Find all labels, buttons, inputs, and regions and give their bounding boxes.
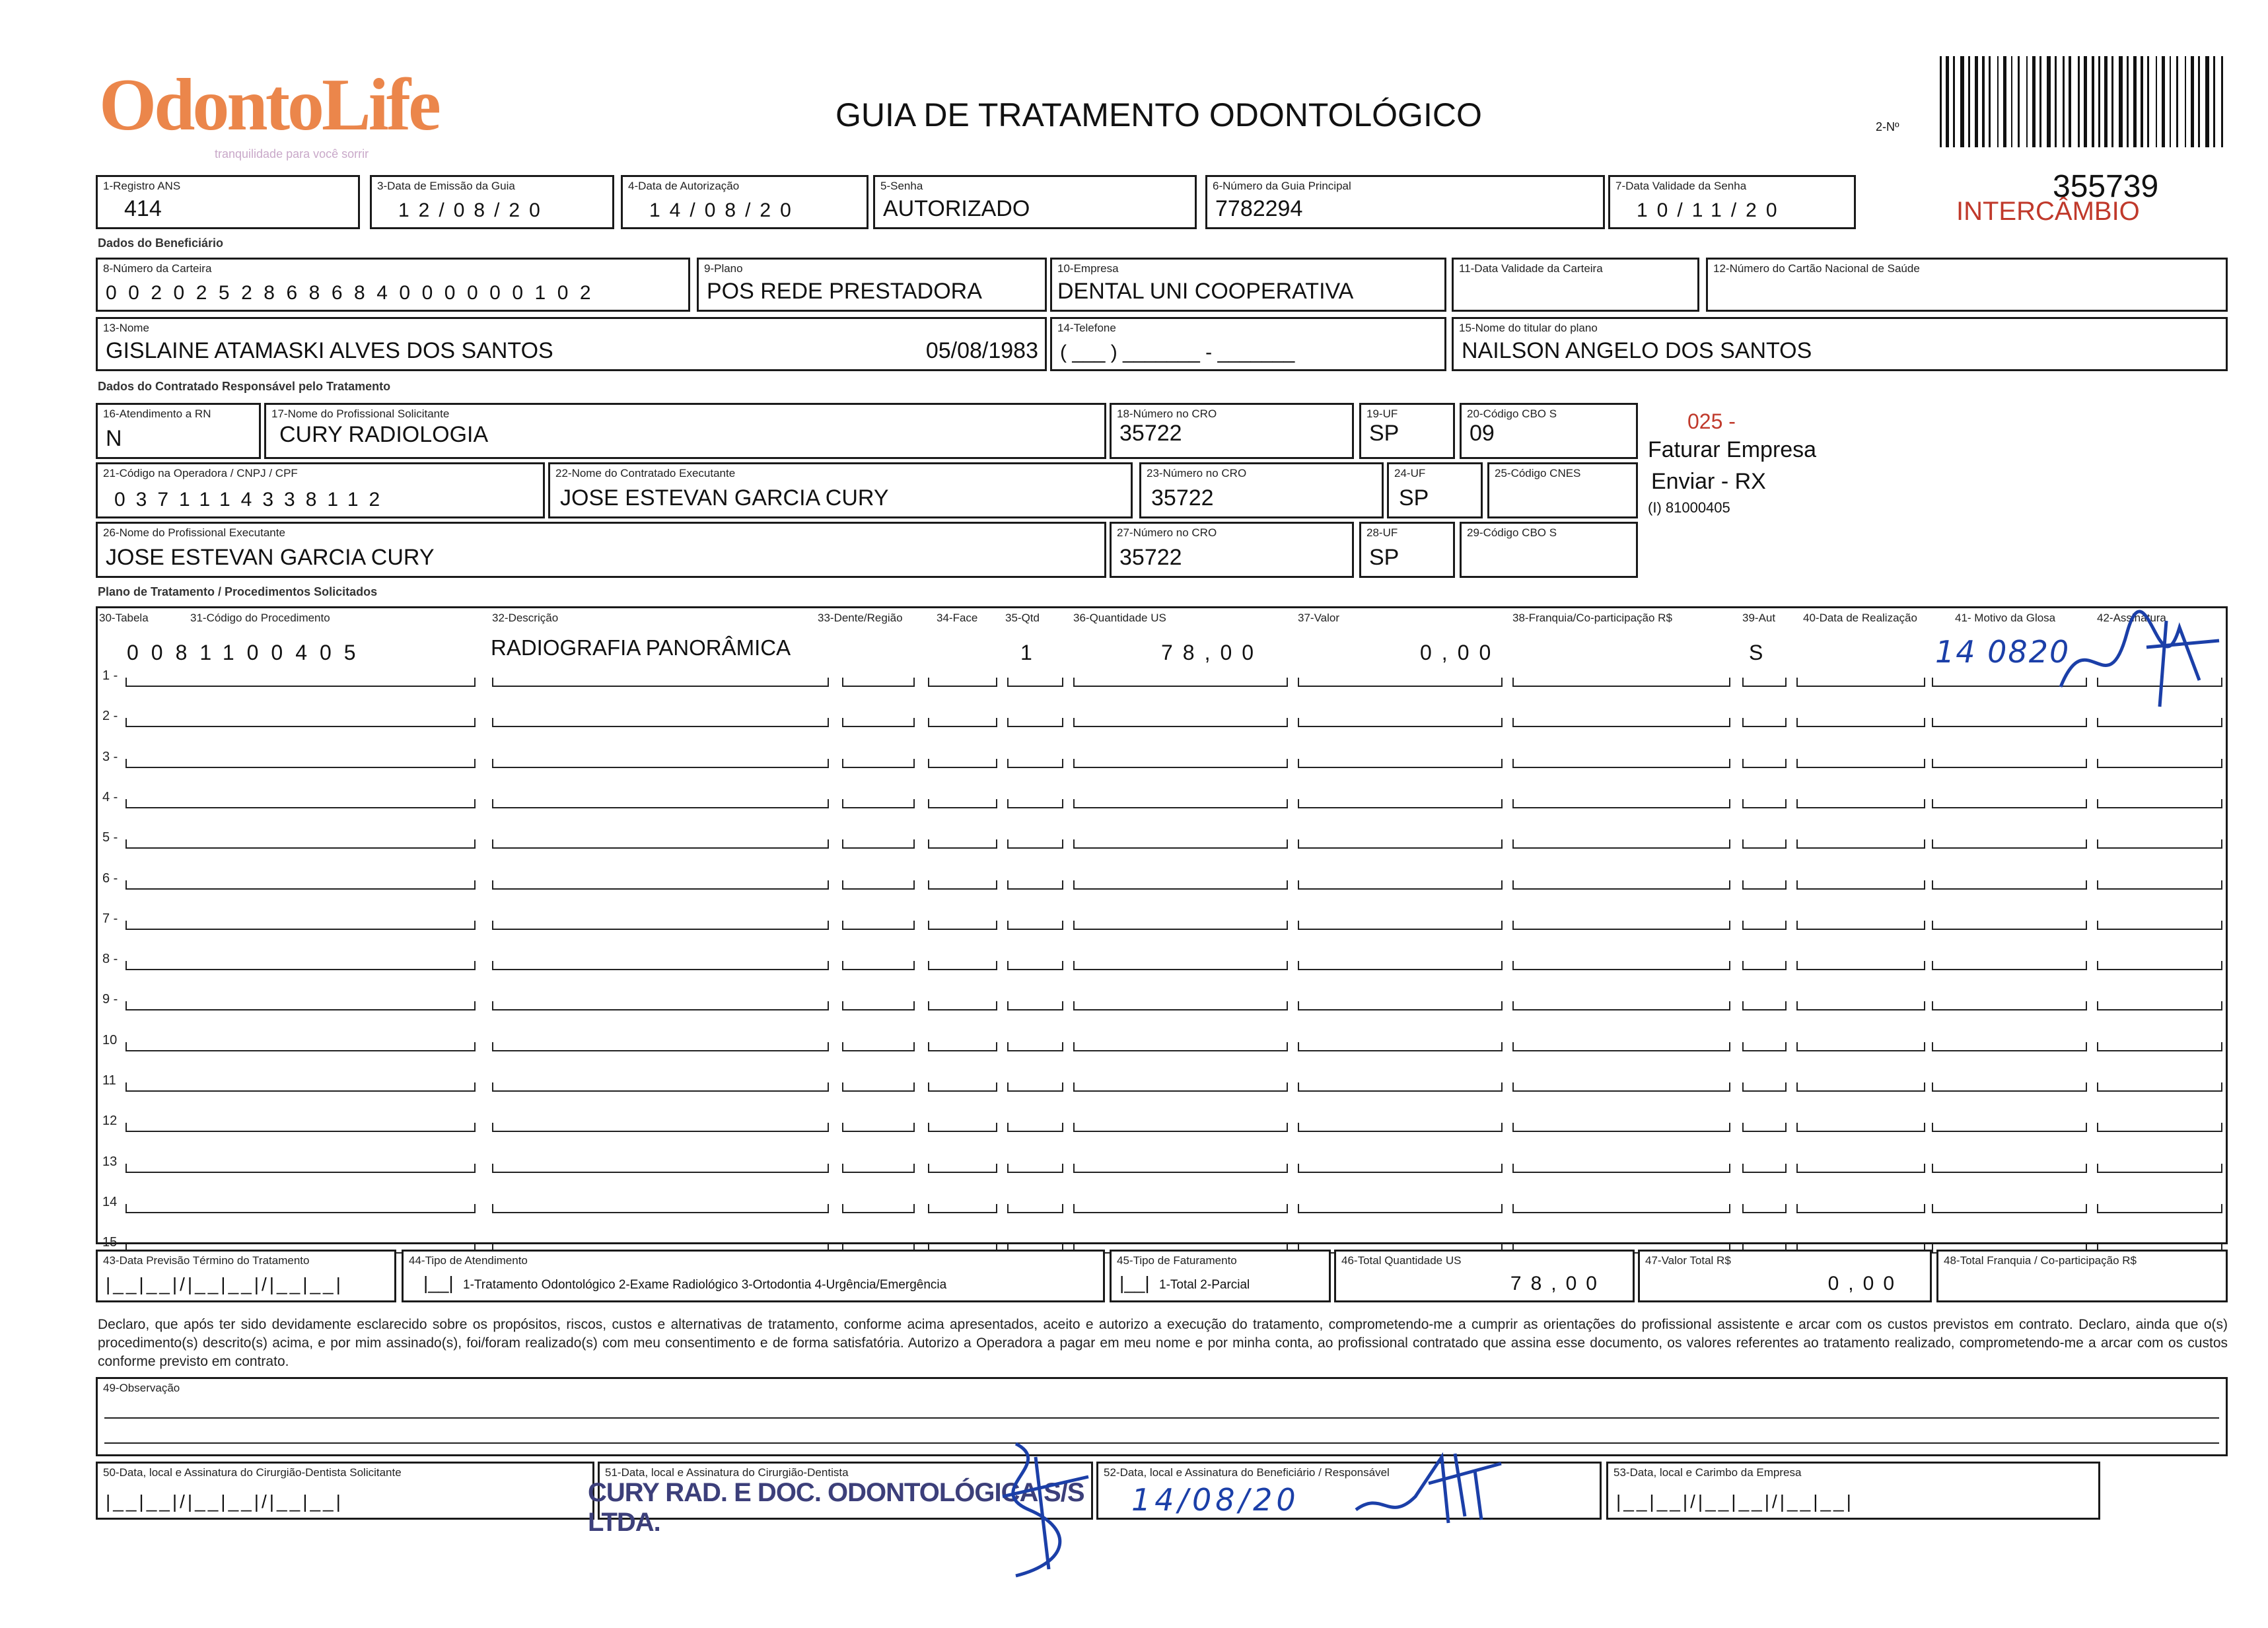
table-cell[interactable] xyxy=(492,921,829,930)
table-cell[interactable] xyxy=(492,1001,829,1010)
table-row-number: 14 xyxy=(102,1194,118,1209)
table-cell[interactable] xyxy=(842,1123,915,1132)
field-codigo-operadora[interactable]: 21-Código na Operadora / CNPJ / CPF 0371114338112 xyxy=(96,462,545,518)
table-cell[interactable] xyxy=(2097,1204,2222,1213)
senha-value: AUTORIZADO xyxy=(883,196,1030,221)
table-cell[interactable] xyxy=(1007,1204,1063,1213)
table-cell[interactable] xyxy=(1007,1123,1063,1132)
table-cell[interactable] xyxy=(492,799,829,808)
field-data-emissao[interactable]: 3-Data de Emissão da Guia 12/08/20 xyxy=(370,175,614,229)
table-cell[interactable] xyxy=(1073,961,1288,970)
table-cell[interactable] xyxy=(1007,1164,1063,1173)
table-cell[interactable] xyxy=(2097,961,2222,970)
table-cell[interactable] xyxy=(1298,759,1503,768)
table-cell[interactable] xyxy=(928,1042,997,1051)
titular-value: NAILSON ANGELO DOS SANTOS xyxy=(1462,338,1812,363)
field-empresa[interactable]: 10-Empresa DENTAL UNI COOPERATIVA xyxy=(1050,258,1446,312)
table-cell[interactable] xyxy=(1796,759,1925,768)
table-cell[interactable] xyxy=(1796,718,1925,727)
field-uf-solicitante[interactable]: 19-UF SP xyxy=(1359,403,1455,459)
table-cell[interactable] xyxy=(1073,1082,1288,1092)
registro-ans-value: 414 xyxy=(124,196,162,221)
field-validade-senha[interactable]: 7-Data Validade da Senha 10/11/20 xyxy=(1608,175,1856,229)
table-cell[interactable] xyxy=(928,1123,997,1132)
table-cell[interactable] xyxy=(842,1164,915,1173)
table-cell[interactable] xyxy=(1073,839,1288,849)
table-cell[interactable] xyxy=(1073,921,1288,930)
row1-valor: 0,00 xyxy=(1420,641,1501,664)
table-cell[interactable] xyxy=(1932,1123,2087,1132)
table-cell[interactable] xyxy=(125,759,476,768)
guia-principal-value: 7782294 xyxy=(1215,196,1303,221)
table-cell[interactable] xyxy=(842,1042,915,1051)
table-cell[interactable] xyxy=(2097,1001,2222,1010)
table-cell[interactable] xyxy=(125,1123,476,1132)
table-row-number: 5 - xyxy=(102,830,118,845)
table-cell[interactable] xyxy=(1796,1042,1925,1051)
table-cell[interactable] xyxy=(1298,1082,1503,1092)
table-row-number: 8 - xyxy=(102,952,118,967)
table-header-cell: 40-Data de Realização xyxy=(1803,612,1917,624)
table-cell[interactable] xyxy=(842,759,915,768)
field-data-autorizacao[interactable]: 4-Data de Autorização 14/08/20 xyxy=(621,175,868,229)
table-row-number: 15 xyxy=(102,1235,118,1250)
table-cell[interactable] xyxy=(2097,759,2222,768)
table-row-number: 11 xyxy=(102,1073,116,1088)
table-cell[interactable] xyxy=(1796,839,1925,849)
table-cell[interactable] xyxy=(125,1082,476,1092)
cbo-solicitante-value: 09 xyxy=(1470,421,1495,446)
table-cell[interactable] xyxy=(1742,718,1787,727)
row1-qtd: 1 xyxy=(1020,641,1032,664)
uf-executante-value: SP xyxy=(1369,545,1400,570)
row1-signature-icon xyxy=(2047,608,2232,713)
field-registro-ans[interactable]: 1-Registro ANS 414 xyxy=(96,175,360,229)
table-cell[interactable] xyxy=(928,1001,997,1010)
field-cbo-solicitante[interactable]: 20-Código CBO S 09 xyxy=(1460,403,1638,459)
uf-contratado-value: SP xyxy=(1399,485,1429,511)
field-total-franquia[interactable]: 48-Total Franquia / Co-participação R$ xyxy=(1936,1250,2228,1302)
table-cell[interactable] xyxy=(1298,921,1503,930)
table-cell[interactable] xyxy=(1742,799,1787,808)
table-cell[interactable] xyxy=(1298,839,1503,849)
table-row-number: 7 - xyxy=(102,911,118,926)
field-profissional-solicitante[interactable]: 17-Nome do Profissional Solicitante CURY RADIOLOGIA xyxy=(264,403,1106,459)
field-valor-total[interactable]: 47-Valor Total R$ 0,00 xyxy=(1638,1250,1932,1302)
table-cell[interactable] xyxy=(1742,1082,1787,1092)
field-atendimento-rn[interactable]: 16-Atendimento a RN N xyxy=(96,403,261,459)
table-cell[interactable] xyxy=(2097,1042,2222,1051)
numero-carteira-value: 0020252868684000000102 xyxy=(106,282,603,304)
table-cell[interactable] xyxy=(1298,799,1503,808)
table-cell[interactable] xyxy=(1742,921,1787,930)
field-plano[interactable]: 9-Plano POS REDE PRESTADORA xyxy=(697,258,1047,312)
note-code-small: (I) 81000405 xyxy=(1648,499,1730,516)
table-cell[interactable] xyxy=(1742,678,1787,687)
guide-number: 355739 xyxy=(2053,169,2159,204)
table-cell[interactable] xyxy=(1073,1123,1288,1132)
cro-solicitante-value: 35722 xyxy=(1119,421,1182,446)
table-cell[interactable] xyxy=(1932,1204,2087,1213)
field-previsao-termino[interactable]: 43-Data Previsão Término do Tratamento |__|__|/|__|__|/|__|__| xyxy=(96,1250,396,1302)
field-observacao[interactable]: 49-Observação xyxy=(96,1377,2228,1456)
table-cell[interactable] xyxy=(2097,799,2222,808)
cro-executante-value: 35722 xyxy=(1119,545,1182,570)
field-uf-contratado[interactable]: 24-UF SP xyxy=(1387,462,1483,518)
table-header-cell: 31-Código do Procedimento xyxy=(190,612,330,624)
table-row-number: 6 - xyxy=(102,870,118,886)
field-uf-executante[interactable]: 28-UF SP xyxy=(1359,522,1455,578)
table-cell[interactable] xyxy=(1796,961,1925,970)
field-cartao-nacional[interactable]: 12-Número do Cartão Nacional de Saúde xyxy=(1706,258,2228,312)
table-cell[interactable] xyxy=(928,839,997,849)
table-cell[interactable] xyxy=(1298,1042,1503,1051)
table-cell[interactable] xyxy=(1007,1082,1063,1092)
table-cell[interactable] xyxy=(928,1164,997,1173)
table-header-cell: 39-Aut xyxy=(1742,612,1776,624)
table-cell[interactable] xyxy=(842,921,915,930)
nascimento-value: 05/08/1983 xyxy=(925,338,1038,363)
table-cell[interactable] xyxy=(1007,678,1063,687)
nome-value: GISLAINE ATAMASKI ALVES DOS SANTOS xyxy=(106,338,553,363)
table-cell[interactable] xyxy=(2097,839,2222,849)
table-cell[interactable] xyxy=(1007,880,1063,890)
table-cell[interactable] xyxy=(1007,799,1063,808)
field-assinatura-beneficiario[interactable]: 52-Data, local e Assinatura do Beneficiário / Responsável 14/08/20 xyxy=(1096,1462,1602,1520)
table-header-cell: 32-Descrição xyxy=(492,612,559,624)
table-cell[interactable] xyxy=(125,839,476,849)
table-header-cell: 37-Valor xyxy=(1298,612,1339,624)
table-cell[interactable] xyxy=(1512,1082,1730,1092)
validade-senha-value: 10/11/20 xyxy=(1637,199,1787,221)
table-cell[interactable] xyxy=(492,880,829,890)
table-header-cell: 35-Qtd xyxy=(1005,612,1040,624)
table-cell[interactable] xyxy=(1742,1123,1787,1132)
section-plano: Plano de Tratamento / Procedimentos Solicitados xyxy=(98,585,378,598)
table-cell[interactable] xyxy=(125,921,476,930)
table-cell[interactable] xyxy=(1073,678,1288,687)
table-cell[interactable] xyxy=(1932,921,2087,930)
table-cell[interactable] xyxy=(1742,1204,1787,1213)
field-guia-principal[interactable]: 6-Número da Guia Principal 7782294 xyxy=(1205,175,1605,229)
table-cell[interactable] xyxy=(1512,799,1730,808)
field-cro-contratado[interactable]: 23-Número no CRO 35722 xyxy=(1139,462,1384,518)
table-cell[interactable] xyxy=(1298,678,1503,687)
odontolife-logo xyxy=(99,63,439,162)
table-cell[interactable] xyxy=(1796,880,1925,890)
table-header-cell: 30-Tabela xyxy=(99,612,149,624)
table-cell[interactable] xyxy=(492,839,829,849)
data-autorizacao-value: 14/08/20 xyxy=(649,199,800,221)
table-cell[interactable] xyxy=(842,1082,915,1092)
table-cell[interactable] xyxy=(1742,1001,1787,1010)
table-cell[interactable] xyxy=(2097,718,2222,727)
table-cell[interactable] xyxy=(1073,1001,1288,1010)
table-cell[interactable] xyxy=(1007,921,1063,930)
plano-value: POS REDE PRESTADORA xyxy=(707,279,982,304)
field-cnes[interactable]: 25-Código CNES xyxy=(1487,462,1638,518)
table-header-cell: 42-Assinatura xyxy=(2097,612,2166,624)
table-row-number: 2 - xyxy=(102,709,118,724)
table-cell[interactable] xyxy=(1932,1001,2087,1010)
field-validade-carteira[interactable]: 11-Data Validade da Carteira xyxy=(1452,258,1699,312)
field-nome[interactable]: 13-Nome GISLAINE ATAMASKI ALVES DOS SANTOS 05/08/1983 xyxy=(96,317,1047,371)
table-cell[interactable] xyxy=(492,759,829,768)
atendimento-rn-value: N xyxy=(106,426,122,451)
table-cell[interactable] xyxy=(842,961,915,970)
table-cell[interactable] xyxy=(928,1204,997,1213)
table-cell[interactable] xyxy=(1007,1042,1063,1051)
field-titular[interactable]: 15-Nome do titular do plano NAILSON ANGELO DOS SANTOS xyxy=(1452,317,2228,371)
uf-solicitante-value: SP xyxy=(1369,421,1400,446)
table-cell[interactable] xyxy=(1796,921,1925,930)
table-row-number: 3 - xyxy=(102,749,118,764)
contratado-executante-value: JOSE ESTEVAN GARCIA CURY xyxy=(560,485,889,511)
empresa-value: DENTAL UNI COOPERATIVA xyxy=(1057,279,1354,304)
note-faturar: Faturar Empresa xyxy=(1648,437,1817,462)
field-numero-carteira[interactable]: 8-Número da Carteira 0020252868684000000102 xyxy=(96,258,690,312)
valor-total-value: 0,00 xyxy=(1827,1273,1903,1294)
table-cell[interactable] xyxy=(1796,799,1925,808)
table-cell[interactable] xyxy=(1298,1123,1503,1132)
table-row-number: 1 - xyxy=(102,668,118,683)
barcode-icon xyxy=(1938,56,2229,149)
table-cell[interactable] xyxy=(1512,839,1730,849)
table-cell[interactable] xyxy=(1512,678,1730,687)
table-cell[interactable] xyxy=(1742,839,1787,849)
table-cell[interactable] xyxy=(928,961,997,970)
field-telefone[interactable]: 14-Telefone ( ___ ) _______ - _______ xyxy=(1050,317,1446,371)
table-cell[interactable] xyxy=(1073,759,1288,768)
table-cell[interactable] xyxy=(1073,1164,1288,1173)
table-cell[interactable] xyxy=(125,1042,476,1051)
total-quantidade-us-value: 78,00 xyxy=(1510,1273,1606,1294)
table-cell[interactable] xyxy=(842,839,915,849)
table-cell[interactable] xyxy=(1932,718,2087,727)
table-cell[interactable] xyxy=(1512,880,1730,890)
table-header-cell: 41- Motivo da Glosa xyxy=(1955,612,2056,624)
table-row-number: 13 xyxy=(102,1154,118,1169)
cro-contratado-value: 35722 xyxy=(1151,485,1214,511)
table-cell[interactable] xyxy=(1007,1001,1063,1010)
field-assinatura-dentista[interactable]: 51-Data, local e Assinatura do Cirurgião-Dentista CURY RAD. E DOC. ODONTOLÓGICA S/S LTDA. xyxy=(598,1462,1093,1520)
table-cell[interactable] xyxy=(492,1204,829,1213)
data-emissao-value: 12/08/20 xyxy=(398,199,549,221)
note-enviar: Enviar - RX xyxy=(1651,469,1766,494)
logo-tagline: tranquilidade para você sorrir xyxy=(215,147,369,160)
table-cell[interactable] xyxy=(2097,921,2222,930)
table-cell[interactable] xyxy=(1512,1001,1730,1010)
field-tipo-atendimento[interactable]: 44-Tipo de Atendimento |__| 1-Tratamento Odontológico 2-Exame Radiológico 3-Ortodontia 4-Urgência/Emergência xyxy=(402,1250,1105,1302)
table-cell[interactable] xyxy=(1742,1164,1787,1173)
section-contratado: Dados do Contratado Responsável pelo Tratamento xyxy=(98,380,391,393)
table-cell[interactable] xyxy=(125,678,476,687)
table-cell[interactable] xyxy=(492,961,829,970)
table-cell[interactable] xyxy=(1512,921,1730,930)
table-header-cell: 34-Face xyxy=(937,612,978,624)
table-cell[interactable] xyxy=(492,718,829,727)
field-total-quantidade-us[interactable]: 46-Total Quantidade US 78,00 xyxy=(1334,1250,1635,1302)
row1-data-realizacao: 14 0820 xyxy=(1935,634,2071,670)
page-title: GUIA DE TRATAMENTO ODONTOLÓGICO xyxy=(835,96,1482,133)
table-cell[interactable] xyxy=(2097,1123,2222,1132)
table-cell[interactable] xyxy=(1298,1164,1503,1173)
field-senha[interactable]: 5-Senha AUTORIZADO xyxy=(873,175,1197,229)
table-cell[interactable] xyxy=(125,1164,476,1173)
table-header-cell: 38-Franquia/Co-participação R$ xyxy=(1512,612,1672,624)
table-cell[interactable] xyxy=(1298,961,1503,970)
field-cro-executante[interactable]: 27-Número no CRO 35722 xyxy=(1110,522,1354,578)
table-cell[interactable] xyxy=(492,1042,829,1051)
table-cell[interactable] xyxy=(1932,880,2087,890)
table-cell[interactable] xyxy=(842,880,915,890)
table-cell[interactable] xyxy=(1073,799,1288,808)
table-cell[interactable] xyxy=(1073,880,1288,890)
table-cell[interactable] xyxy=(1007,759,1063,768)
table-cell[interactable] xyxy=(492,1164,829,1173)
field-cro-solicitante[interactable]: 18-Número no CRO 35722 xyxy=(1110,403,1354,459)
row1-codigo: 0081100405 xyxy=(127,641,369,664)
row1-quantidade-us: 78,00 xyxy=(1161,641,1264,664)
row1-descricao: RADIOGRAFIA PANORÂMICA xyxy=(491,635,791,660)
note-code: 025 - xyxy=(1687,409,1736,433)
table-header-cell: 33-Dente/Região xyxy=(818,612,903,624)
table-cell[interactable] xyxy=(125,1204,476,1213)
tipo-atendimento-options: 1-Tratamento Odontológico 2-Exame Radiológico 3-Ortodontia 4-Urgência/Emergência xyxy=(463,1278,947,1292)
table-cell[interactable] xyxy=(1932,961,2087,970)
beneficiario-date: 14/08/20 xyxy=(1131,1482,1300,1518)
table-cell[interactable] xyxy=(1932,799,2087,808)
table-cell[interactable] xyxy=(1073,1042,1288,1051)
clinic-stamp: CURY RAD. E DOC. ODONTOLÓGICA S/S LTDA. xyxy=(588,1478,1084,1537)
table-cell[interactable] xyxy=(2097,1164,2222,1173)
table-cell[interactable] xyxy=(1512,1164,1730,1173)
profissional-solicitante-value: CURY RADIOLOGIA xyxy=(279,422,489,447)
table-cell[interactable] xyxy=(928,1082,997,1092)
table-cell[interactable] xyxy=(842,1204,915,1213)
table-row-number: 10 xyxy=(102,1032,118,1047)
field-tipo-faturamento[interactable]: 45-Tipo de Faturamento |__| 1-Total 2-Parcial xyxy=(1110,1250,1331,1302)
field-assinatura-solicitante[interactable]: 50-Data, local e Assinatura do Cirurgião-Dentista Solicitante |__|__|/|__|__|/|__|__| xyxy=(96,1462,594,1520)
table-cell[interactable] xyxy=(1932,839,2087,849)
table-cell[interactable] xyxy=(1073,1204,1288,1213)
table-cell[interactable] xyxy=(1512,961,1730,970)
table-cell[interactable] xyxy=(1512,1123,1730,1132)
table-cell[interactable] xyxy=(1512,1204,1730,1213)
table-cell[interactable] xyxy=(1007,718,1063,727)
table-cell[interactable] xyxy=(1932,1164,2087,1173)
table-cell[interactable] xyxy=(2097,1082,2222,1092)
table-cell[interactable] xyxy=(1796,1164,1925,1173)
table-cell[interactable] xyxy=(842,678,915,687)
table-cell[interactable] xyxy=(1512,718,1730,727)
guide-number-label: 2-Nº xyxy=(1876,120,1899,133)
table-cell[interactable] xyxy=(1796,1123,1925,1132)
table-cell[interactable] xyxy=(492,1123,829,1132)
table-cell[interactable] xyxy=(1512,1042,1730,1051)
table-cell[interactable] xyxy=(125,718,476,727)
declaration-text: Declaro, que após ter sido devidamente esclarecido sobre os propósitos, riscos, custos e alternativas de tratamento, conforme acima apresentados, aceito e autorizo a execução do tratamento, comprometendo-me a cumprir as orientações do profissional assistente e arcar com os custos previstos em contrato. Declaro, ainda que o(s) procedimento(s) descrito(s) acima, e por mim assinado(s), foi/foram realizado(s) com meu consentimento e de forma satisfatória. Autorizo a Operadora a pagar em meu nome e por minha conta, ao profissional contratado que assina esse documento, os valores referentes ao tratamento realizado, comprometendo-me a arcar com os custos conforme previsto em contrato. xyxy=(98,1317,2228,1369)
table-cell[interactable] xyxy=(125,961,476,970)
table-cell[interactable] xyxy=(842,718,915,727)
table-cell[interactable] xyxy=(1298,880,1503,890)
table-cell[interactable] xyxy=(842,799,915,808)
dentist-signature-icon xyxy=(976,1437,1095,1589)
table-cell[interactable] xyxy=(1073,718,1288,727)
table-row-number: 4 - xyxy=(102,789,118,804)
field-contratado-executante[interactable]: 22-Nome do Contratado Executante JOSE ESTEVAN GARCIA CURY xyxy=(548,462,1133,518)
table-header-cell: 36-Quantidade US xyxy=(1073,612,1166,624)
table-cell[interactable] xyxy=(1298,1204,1503,1213)
table-cell[interactable] xyxy=(1742,961,1787,970)
table-cell[interactable] xyxy=(1742,759,1787,768)
table-cell[interactable] xyxy=(1298,718,1503,727)
field-profissional-executante[interactable]: 26-Nome do Profissional Executante JOSE ESTEVAN GARCIA CURY xyxy=(96,522,1106,578)
table-cell[interactable] xyxy=(1007,961,1063,970)
table-cell[interactable] xyxy=(928,921,997,930)
table-cell[interactable] xyxy=(1932,1082,2087,1092)
logo-text: OdontoLife xyxy=(99,64,439,146)
table-cell[interactable] xyxy=(1742,880,1787,890)
table-cell[interactable] xyxy=(842,1001,915,1010)
table-cell[interactable] xyxy=(928,759,997,768)
table-cell[interactable] xyxy=(1796,1001,1925,1010)
table-cell[interactable] xyxy=(125,799,476,808)
table-cell[interactable] xyxy=(1796,1204,1925,1213)
tipo-faturamento-options: 1-Total 2-Parcial xyxy=(1159,1278,1250,1292)
table-cell[interactable] xyxy=(928,799,997,808)
table-cell[interactable] xyxy=(1298,1001,1503,1010)
table-cell[interactable] xyxy=(1007,839,1063,849)
table-cell[interactable] xyxy=(1796,678,1925,687)
field-carimbo-empresa[interactable]: 53-Data, local e Carimbo da Empresa |__|__|/|__|__|/|__|__| xyxy=(1606,1462,2100,1520)
table-cell[interactable] xyxy=(1512,759,1730,768)
codigo-operadora-value: 0371114338112 xyxy=(114,489,391,511)
table-cell[interactable] xyxy=(492,678,829,687)
table-row-number: 9 - xyxy=(102,992,118,1007)
field-cbo-executante[interactable]: 29-Código CBO S xyxy=(1460,522,1638,578)
row1-aut: S xyxy=(1749,641,1763,664)
table-cell[interactable] xyxy=(1932,1042,2087,1051)
beneficiary-signature-icon xyxy=(1349,1444,1508,1536)
table-cell[interactable] xyxy=(125,1001,476,1010)
table-cell[interactable] xyxy=(1796,1082,1925,1092)
table-cell[interactable] xyxy=(1932,759,2087,768)
intercambio-stamp: INTERCÂMBIO xyxy=(1956,197,2140,226)
table-row-number: 12 xyxy=(102,1114,118,1129)
table-cell[interactable] xyxy=(2097,880,2222,890)
table-cell[interactable] xyxy=(928,678,997,687)
table-cell[interactable] xyxy=(928,880,997,890)
table-cell[interactable] xyxy=(492,1082,829,1092)
table-cell[interactable] xyxy=(125,880,476,890)
table-cell[interactable] xyxy=(928,718,997,727)
section-beneficiario: Dados do Beneficiário xyxy=(98,236,224,250)
profissional-executante-value: JOSE ESTEVAN GARCIA CURY xyxy=(106,545,435,570)
table-cell[interactable] xyxy=(1742,1042,1787,1051)
